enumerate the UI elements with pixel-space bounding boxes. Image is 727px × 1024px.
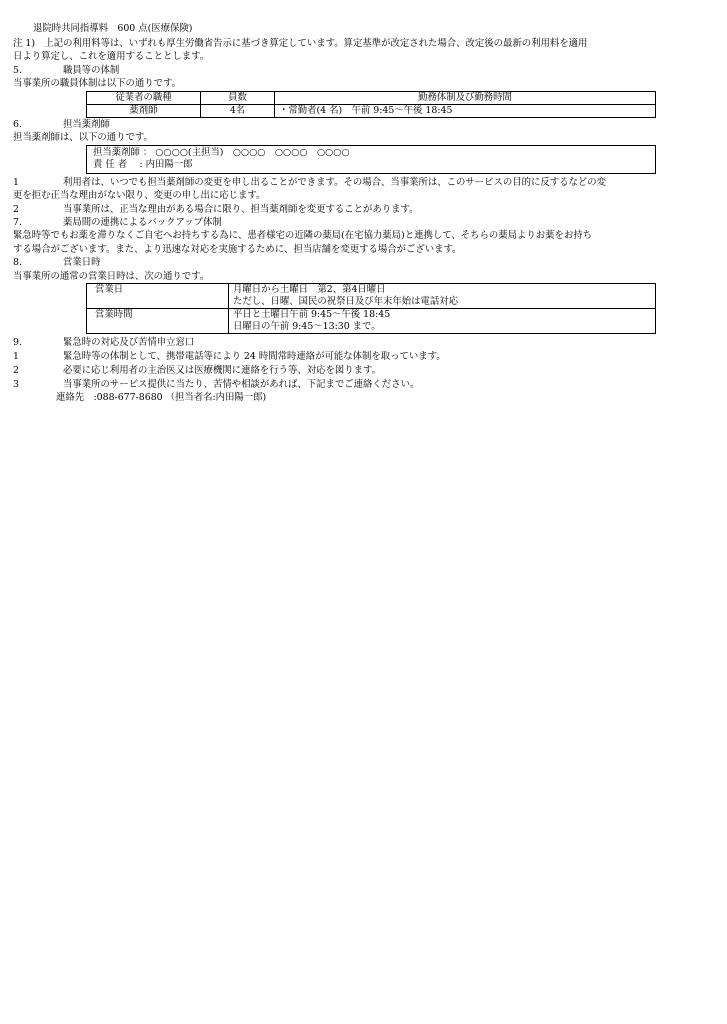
table-row [87,105,656,118]
staff-role-cell: 薬剤師 [87,105,201,118]
section6-item-text: 当事業所は、正当な理由がある場合に限り、担当薬剤師を変更することがあります。 [63,204,419,215]
note-line-1: 注 1) 上記の利用料等は、いずれも厚生労働省告示に基づき算定しています。算定基準が改定された場合、改定後の最新の利用料を適用 [13,38,588,49]
section5-intro: 当事業所の職員体制は以下の通りです。 [13,78,182,89]
section7-line-1: 緊急時等でもお薬を滞りなくご自宅へお持ちする為に、患者様宅の近隣の薬局(在宅協力薬局)と連携して、そちらの薬局よりお薬をお持ち [13,230,593,241]
pharmacist-box [86,145,656,174]
section8-title: 営業日時 [63,257,101,268]
section9-item-number: 2 [13,365,19,376]
staff-table [86,91,656,118]
business-hours-label: 営業時間 [87,309,229,334]
section9-item-number: 1 [13,351,19,362]
staff-table-header-row [87,92,656,105]
section6-item-continuation: 更を拒む正当な理由がない限り、変更の申し出に応じます。 [13,190,266,201]
business-days-line-2: ただし、日曜、国民の祝祭日及び年末年始は電話対応 [233,296,459,307]
section7-number: 7. [13,217,22,228]
section6-item-number: 2 [13,204,19,215]
section6-intro: 担当薬剤師は、以下の通りです。 [13,132,153,143]
business-hours-table [86,283,656,334]
business-days-value [229,284,656,309]
section9-item-text: 当事業所のサービス提供に当たり、苦情や相談があれば、下記までご連絡ください。 [63,379,420,390]
section9-item-number: 3 [13,379,19,390]
section5-title: 職員等の体制 [63,65,120,76]
section8-intro: 当事業所の通常の営業日時は、次の通りです。 [13,271,210,282]
note-line-2: 日より算定し、これを適用することとします。 [13,51,210,62]
table-row [87,309,656,334]
fee-line: 退院時共同指導料 600 点(医療保険) [33,23,193,34]
section9-item-text: 緊急時等の体制として、携帯電話等により 24 時間常時連絡が可能な体制を取っています。 [63,351,446,362]
business-hours-value [229,309,656,334]
business-hours-line-1: 平日と土曜日午前 9:45～午後 18:45 [233,309,391,320]
section8-number: 8. [13,257,22,268]
table-row [87,284,656,309]
section5-number: 5. [13,65,22,76]
section9-title: 緊急時の対応及び苦情申立窓口 [63,337,195,348]
section9-item-text: 必要に応じ利用者の主治医又は医療機関に連絡を行う等、対応を図ります。 [63,365,382,376]
section6-title: 担当薬剤師 [63,119,110,130]
section6-item-text: 利用者は、いつでも担当薬剤師の変更を申し出ることができます。その場合、当事業所は、このサービスの目的に反するなどの変 [63,177,607,188]
staff-schedule-cell: ・常勤者(4 名) 午前 9:45～午後 18:45 [275,105,656,118]
business-days-line-1: 月曜日から土曜日 第2、第4日曜日 [233,284,386,295]
section7-title: 薬局間の連携によるバックアップ体制 [63,217,222,228]
business-days-label: 営業日 [87,284,229,309]
pharmacist-box-line-2: 責 任 者 : 内田陽一郎 [93,159,193,171]
section6-number: 6. [13,119,22,130]
staff-count-cell: 4名 [201,105,275,118]
contact-line: 連絡先 :088-677-8680 （担当者名:内田陽一郎) [56,392,267,403]
section7-line-2: する場合がございます。また、より迅速な対応を実施するために、担当店舗を変更する場合がございます。 [13,244,462,255]
staff-table-header: 勤務体制及び勤務時間 [275,92,656,105]
staff-table-header: 従業者の職種 [87,92,201,105]
business-hours-line-2: 日曜日の午前 9:45～13:30 まで。 [233,321,381,332]
pharmacist-box-line-1: 担当薬剤師 ： ○○○○(主担当) ○○○○ ○○○○ ○○○○ [93,147,350,158]
section9-number: 9. [13,337,22,348]
staff-table-header: 員数 [201,92,275,105]
section6-item-number: 1 [13,177,19,188]
